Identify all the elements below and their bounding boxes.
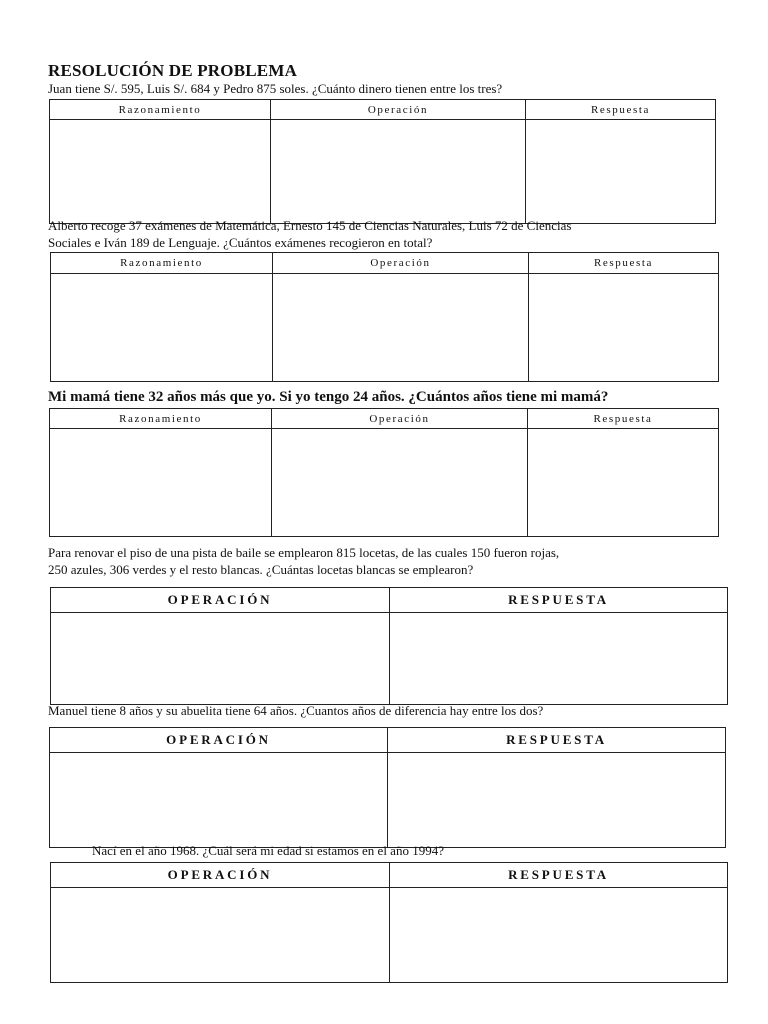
operation-header: Operación — [271, 100, 526, 120]
problem-text-line: Alberto recoge 37 exámenes de Matemática, Ernesto 145 de Ciencias Naturales, Luis 72 de Ciencias — [48, 218, 572, 233]
operation-header: Operación — [272, 409, 528, 429]
reasoning-header: Razonamiento — [50, 409, 272, 429]
operation-cell[interactable] — [271, 120, 526, 224]
problem-1-text — [48, 80, 502, 97]
answer-header: RESPUESTA — [388, 728, 726, 753]
problem-5-text — [48, 702, 543, 719]
reasoning-cell[interactable] — [50, 429, 272, 537]
problem-text-line: Manuel tiene 8 años y su abuelita tiene 64 años. ¿Cuantos años de diferencia hay entre los dos? — [48, 703, 544, 718]
answer-cell[interactable] — [390, 888, 728, 983]
operation-header: OPERACIÓN — [51, 588, 390, 613]
answer-header: RESPUESTA — [390, 863, 728, 888]
operation-cell[interactable] — [50, 753, 388, 848]
problem-text-line: Para renovar el piso de una pista de baile se emplearon 815 locetas, de las cuales 150 fueron rojas, — [48, 545, 560, 560]
problem-1-answer-table — [49, 99, 716, 224]
page-title: RESOLUCIÓN DE PROBLEMA — [48, 61, 298, 80]
answer-header: Respuesta — [526, 100, 716, 120]
operation-cell[interactable] — [273, 274, 529, 382]
answer-cell[interactable] — [526, 120, 716, 224]
problem-6-answer-table — [50, 862, 728, 983]
problem-2-answer-table — [50, 252, 719, 382]
answer-cell[interactable] — [390, 613, 728, 705]
problem-4-answer-table — [50, 587, 728, 705]
problem-5-answer-table — [49, 727, 726, 848]
operation-header: OPERACIÓN — [51, 863, 390, 888]
answer-cell[interactable] — [388, 753, 726, 848]
answer-header: RESPUESTA — [390, 588, 728, 613]
reasoning-header: Razonamiento — [50, 100, 271, 120]
problem-6-text — [92, 842, 444, 859]
problem-text-line: Sociales e Iván 189 de Lenguaje. ¿Cuántos exámenes recogieron en total? — [48, 235, 433, 250]
reasoning-cell[interactable] — [50, 120, 271, 224]
answer-cell[interactable] — [529, 274, 719, 382]
problem-2-text — [48, 217, 571, 251]
reasoning-cell[interactable] — [51, 274, 273, 382]
reasoning-header: Razonamiento — [51, 253, 273, 274]
problem-3-answer-table — [49, 408, 719, 537]
operation-cell[interactable] — [51, 613, 390, 705]
operation-cell[interactable] — [272, 429, 528, 537]
problem-text-line: Juan tiene S/. 595, Luis S/. 684 y Pedro 875 soles. ¿Cuánto dinero tienen entre los tres? — [48, 81, 503, 96]
operation-header: Operación — [273, 253, 529, 274]
problem-text-line: Nací en el año 1968. ¿Cuál será mi edad si estamos en el año 1994? — [92, 843, 444, 858]
problem-text-line: Mi mamá tiene 32 años más que yo. Si yo tengo 24 años. ¿Cuántos años tiene mi mamá? — [48, 389, 609, 405]
answer-header: Respuesta — [529, 253, 719, 274]
problem-4-text — [48, 544, 559, 578]
operation-header: OPERACIÓN — [50, 728, 388, 753]
problem-3-text — [48, 389, 608, 406]
problem-text-line: 250 azules, 306 verdes y el resto blancas. ¿Cuántas locetas blancas se emplearon? — [48, 562, 474, 577]
operation-cell[interactable] — [51, 888, 390, 983]
answer-cell[interactable] — [528, 429, 719, 537]
answer-header: Respuesta — [528, 409, 719, 429]
